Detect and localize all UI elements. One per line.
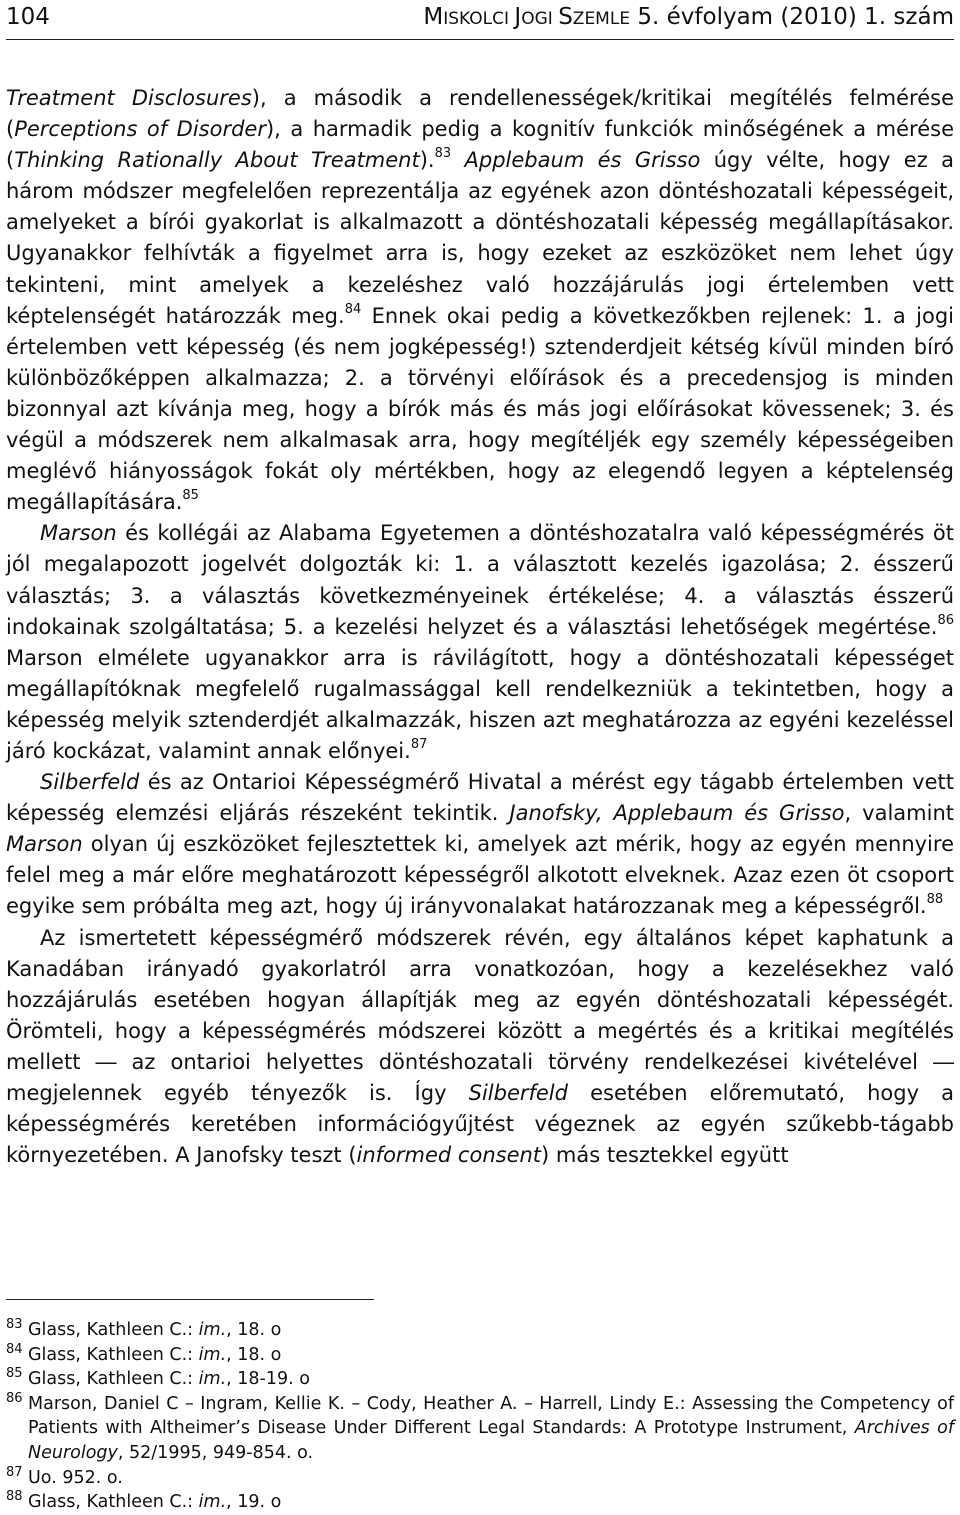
text-run: Glass, Kathleen C.: [28, 1320, 199, 1340]
italic-text: Treatment Disclosures [6, 86, 252, 110]
text-run: és kollégái az Alabama Egyetemen a döntéshozatalra való képességmérés öt jól megalapozott jogelvét dolgozták ki: 1. a választott kezelés igazolása; 2. ésszerű választás; 3. a választás következményeinek értékelése; 4. a választás ésszerű indokainak szolgáltatása; 5. a kezelési helyzet és a választási lehetőségek megértése. [6, 521, 954, 639]
header-rule [6, 39, 954, 40]
text-run: Marson, Daniel C – Ingram, Kellie K. – Cody, Heather A. – Harrell, Lindy E.: Assessing the Competency of Patients with Altheimer’s Disease Under Different Legal Standards: A Prototype Instrument, [28, 1393, 954, 1439]
text-run: ), a második a rendellenességek/kritikai megítélés felmérése ( [6, 86, 954, 142]
text-run: ) más tesztekkel együtt [541, 1143, 789, 1168]
text-run: , 18. o [226, 1320, 282, 1340]
journal-initial: S [558, 4, 573, 30]
journal-word: ZEMLE [572, 9, 631, 29]
italic-text: im. [198, 1492, 227, 1513]
italic-text: im. [198, 1369, 227, 1390]
journal-title [423, 2, 954, 34]
text-run: úgy vélte, hogy ez a három módszer megfelelően reprezentálja az egyének azon döntéshozatali képességeit, amelyeket a bírói gyakorlat is alkalmazott a döntéshozatali képesség megállapításakor. Ugyanakkor felhívták a figyelmet arra is, hogy ezeket az eszközöket nem lehet úgy tekinteni, mint amelyek a kezeléshez való hozzájárulás jogi értelemben vett képtelenségét határozzák meg. [6, 148, 954, 328]
text-run: és az Ontarioi Képességmérő Hivatal a mérést egy tágabb értelemben vett képesség elemzési eljárás részeként tekintik. [6, 770, 954, 826]
footnote-number: 85 [6, 1366, 23, 1382]
footnote-number: 88 [6, 1489, 23, 1505]
page-number: 104 [6, 4, 50, 30]
text-run: , 18. o [226, 1344, 282, 1365]
footnote-ref: 84 [344, 301, 362, 317]
italic-text: informed consent [356, 1143, 542, 1168]
paragraph [6, 518, 954, 767]
italic-text: Marson [40, 521, 117, 546]
footnotes [6, 1318, 954, 1515]
text-run: olyan új eszközöket fejlesztettek ki, amelyek azt mérik, hogy az egyén mennyire felel meg a már előre meghatározott képességről alkotott elveknek. Azaz ezen öt csoport egyike sem próbálta meg azt, hogy új irányvonalakat határozzanak meg a képességről. [6, 832, 954, 919]
footnote [6, 1392, 954, 1466]
italic-text: Thinking Rationally About Treatment [14, 148, 420, 173]
text-run: Uo. 952. o. [28, 1467, 123, 1488]
italic-text: Applebaum és Grisso [464, 148, 701, 173]
footnote [6, 1318, 954, 1343]
footnote-ref: 85 [182, 488, 199, 504]
italic-text: Archives of Neurology [28, 1418, 954, 1463]
text-run: Marson elmélete ugyanakkor arra is rávilágított, hogy a döntéshozatali képességet megállapítóknak megfelelő rugalmassággal kell rendelkezniük a tekintetben, hogy a képesség melyik sztenderdjét alkalmazzák, hiszen azt meghatározza az egyéni kezeléssel járó kockázat, valamint annak előnyei. [6, 645, 954, 763]
text-run: ). [419, 148, 435, 173]
text-run [451, 148, 464, 172]
journal-word: ISKOLCI [443, 9, 515, 29]
text-run: ), a harmadik pedig a kognitív funkciók minőségének a mérése ( [6, 117, 954, 173]
italic-text: im. [198, 1344, 227, 1365]
paragraph [6, 83, 954, 518]
footnote-number: 87 [6, 1464, 23, 1480]
italic-text: Silberfeld [40, 770, 140, 795]
italic-text: im. [198, 1320, 227, 1340]
text-run: , 19. o [226, 1492, 282, 1513]
italic-text: Silberfeld [468, 1081, 568, 1105]
journal-initial: M [423, 4, 444, 30]
journal-initial: J [514, 4, 522, 30]
journal-issue: 5. évfolyam (2010) 1. szám [630, 4, 954, 30]
footnote [6, 1490, 954, 1515]
running-header [6, 2, 954, 32]
footnote [6, 1466, 954, 1491]
text-run: , valamint [844, 801, 954, 826]
text-run: Glass, Kathleen C.: [28, 1369, 199, 1390]
text-run: esetében előremutató, hogy a képességmérés keretében információgyűjtést végeznek az egyén szűkebb-tágabb környezetében. A Janofsky teszt ( [6, 1081, 954, 1168]
footnote-number: 84 [6, 1341, 23, 1357]
journal-word: OGI [521, 9, 559, 29]
footnote-ref: 87 [410, 736, 428, 752]
footnote-number: 86 [6, 1390, 23, 1406]
paragraph [6, 923, 954, 1172]
footnote-ref: 83 [434, 146, 452, 162]
paragraph [6, 767, 954, 922]
footnote [6, 1343, 954, 1368]
body-text [6, 83, 954, 1171]
footnote [6, 1367, 954, 1392]
footnote-ref: 86 [937, 612, 954, 628]
text-run: , 18-19. o [226, 1369, 310, 1390]
text-run: Glass, Kathleen C.: [28, 1344, 199, 1365]
footnote-ref: 88 [926, 892, 944, 908]
text-run: Glass, Kathleen C.: [28, 1492, 199, 1513]
footnote-number: 83 [6, 1317, 23, 1332]
italic-text: Marson [6, 832, 83, 857]
italic-text: Janofsky, Applebaum és Grisso [509, 801, 845, 826]
italic-text: Perceptions of Disorder [14, 117, 266, 142]
text-run: Az ismertetett képességmérő módszerek révén, egy általános képet kaphatunk a Kanadában irányadó gyakorlatról arra vonatkozóan, hogy a kezelésekhez való hozzájárulás esetében hogyan állapítják meg az egyén döntéshozatali képességét. Örömteli, hogy a képességmérés módszerei között a megértés és a kritikai megítélés mellett ― az ontarioi helyettes döntéshozatali törvény rendelkezései kivételével ― megjelennek egyéb tényezők is. Így [6, 925, 954, 1105]
footnote-separator [6, 1299, 374, 1300]
text-run: , 52/1995, 949-854. o. [117, 1442, 314, 1463]
text-run: Ennek okai pedig a következőkben rejlenek: 1. a jogi értelemben vett képesség (és nem jogképesség!) sztenderdjeit kétség kívül minden bíró különbözőképpen alkalmazza; 2. a törvényi előírások és a precedensjog is minden bizonnyal azt kívánja meg, hogy a bírók más és más jogi előírásokat kövessenek; 3. és végül a módszerek nem alkalmasak arra, hogy megítéljék egy személy képességeiben meglévő hiányosságok fokát oly mértékben, hogy az elegendő legyen a képtelenség megállapítására. [6, 303, 954, 515]
